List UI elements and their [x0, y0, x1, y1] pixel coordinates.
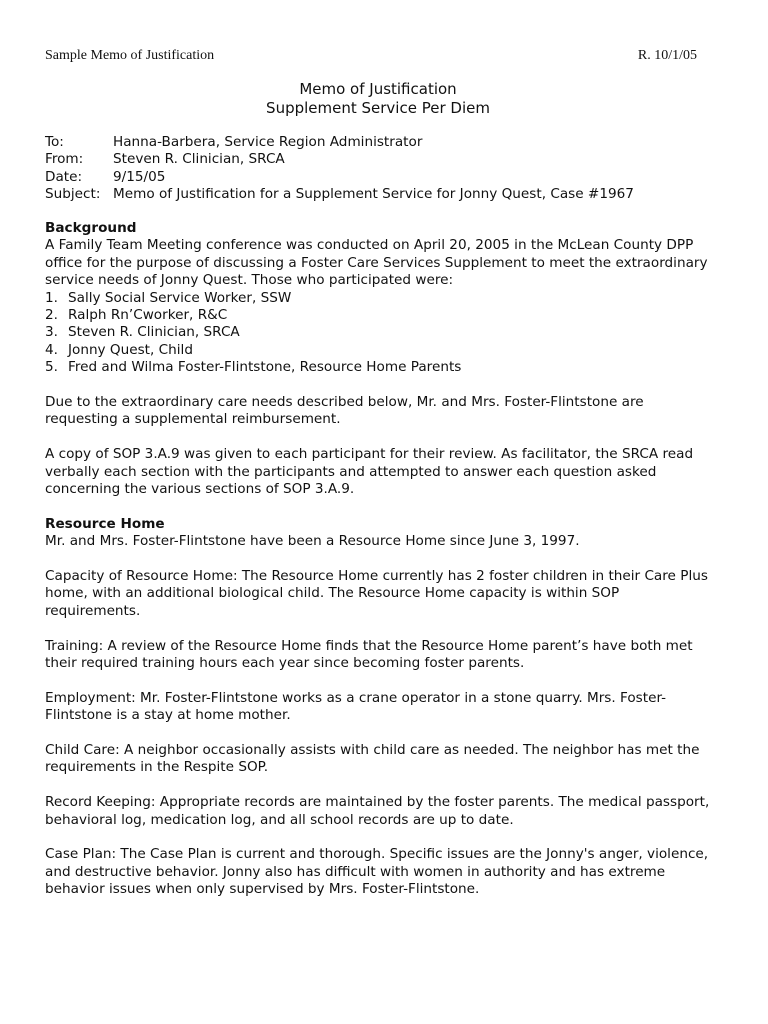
header-document-name: Sample Memo of Justification — [45, 48, 215, 63]
resource-home-child-care: Child Care: A neighbor occasionally assists with child care as needed. The neighbor has met the requirements in the Respite SOP. — [45, 742, 700, 776]
list-item — [45, 324, 717, 341]
list-item — [45, 290, 717, 307]
memo-subject-value: Memo of Justification for a Supplement Service for Jonny Quest, Case #1967 — [113, 186, 634, 203]
background-heading: Background — [45, 220, 137, 236]
resource-home-employment: Employment: Mr. Foster-Flintstone works as a crane operator in a stone quarry. Mrs. Foster-Flintstone is a stay at home mother. — [45, 689, 667, 724]
list-item-text: Sally Social Service Worker, SSW — [68, 289, 292, 306]
header-revision: R. 10/1/05 — [637, 48, 697, 63]
memo-date-value: 9/15/05 — [113, 168, 166, 185]
memo-title — [45, 80, 711, 118]
memo-to-value: Hanna-Barbera, Service Region Administrator — [113, 134, 423, 150]
resource-home-training: Training: A review of the Resource Home finds that the Resource Home parent’s have both met their required training hours each year since becoming foster parents. — [45, 637, 693, 672]
list-item — [45, 342, 717, 359]
memo-subject-label: Subject: — [45, 186, 101, 203]
resource-home-record-keeping: Record Keeping: Appropriate records are maintained by the foster parents. The medical passport, behavioral log, medication log, and all school records are up to date. — [45, 794, 710, 828]
list-item-number: 5. — [45, 359, 58, 376]
list-item — [45, 307, 717, 324]
list-item-text: Fred and Wilma Foster-Flintstone, Resource Home Parents — [68, 359, 462, 376]
list-item-number: 3. — [45, 324, 58, 341]
list-item-number: 2. — [45, 307, 58, 324]
list-item — [45, 359, 717, 376]
background-paragraph-3: A copy of SOP 3.A.9 was given to each participant for their review. As facilitator, the SRCA read verbally each section with the participants and attempted to answer each question asked concerning the various sections of SOP 3.A.9. — [45, 446, 694, 498]
participants-list — [45, 290, 717, 377]
title-line-2: Supplement Service Per Diem — [266, 99, 490, 117]
memo-body — [45, 220, 717, 916]
list-item-text: Ralph Rn’Cworker, R&C — [68, 307, 228, 324]
memo-date-label: Date: — [45, 168, 83, 185]
resource-home-intro: Mr. and Mrs. Foster-Flintstone have been a Resource Home since June 3, 1997. — [45, 533, 580, 550]
list-item-text: Jonny Quest, Child — [68, 341, 193, 358]
resource-home-capacity: Capacity of Resource Home: The Resource Home currently has 2 foster children in their Care Plus home, with an additional biological child. The Resource Home capacity is within SOP requirements. — [45, 568, 708, 619]
memo-date-row — [45, 169, 634, 186]
memo-from-row — [45, 151, 634, 168]
resource-home-heading: Resource Home — [45, 515, 165, 532]
list-item-number: 1. — [45, 289, 58, 306]
background-paragraph-2: Due to the extraordinary care needs described below, Mr. and Mrs. Foster-Flintstone are requesting a supplemental reimbursement. — [45, 394, 644, 428]
memo-subject-row — [45, 186, 634, 203]
background-intro: A Family Team Meeting conference was conducted on April 20, 2005 in the McLean County DPP office for the purpose of discussing a Foster Care Services Supplement to meet the extraordinary service needs of Jonny Quest. Those who participated were: — [45, 237, 708, 289]
list-item-text: Steven R. Clinician, SRCA — [68, 324, 240, 341]
memo-to-label: To: — [45, 134, 64, 150]
memo-from-label: From: — [45, 151, 84, 168]
list-item-number: 4. — [45, 341, 58, 358]
memo-fields — [45, 134, 634, 204]
memo-from-value: Steven R. Clinician, SRCA — [113, 151, 285, 168]
resource-home-case-plan: Case Plan: The Case Plan is current and thorough. Specific issues are the Jonny's anger, violence, and destructive behavior. Jonny also has difficult with women in authority and has extreme behavior issues when only supervised by Mrs. Foster-Flintstone. — [45, 846, 709, 898]
title-line-1: Memo of Justification — [299, 80, 457, 98]
memo-to-row — [45, 134, 634, 151]
